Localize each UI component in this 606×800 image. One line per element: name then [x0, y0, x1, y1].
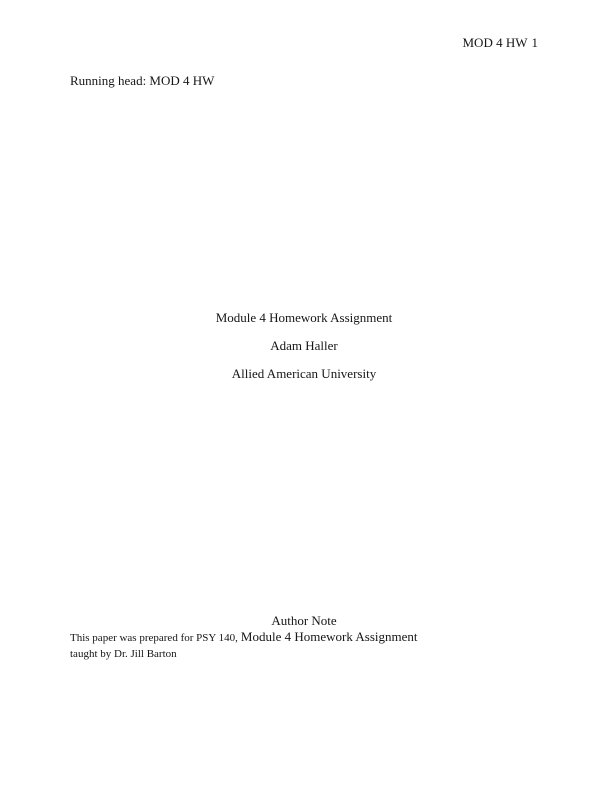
author-name: Adam Haller	[270, 338, 338, 353]
page-number: 1	[531, 35, 538, 50]
author-note-course-title: Module 4 Homework Assignment	[240, 629, 418, 644]
author-note-taught-by: taught by Dr. Jill Barton	[70, 648, 177, 660]
author-note-prepared-for: This paper was prepared for PSY 140,	[70, 632, 238, 644]
page-header	[70, 35, 538, 50]
author-note-line-1	[70, 629, 538, 646]
running-head: Running head: MOD 4 HW	[70, 73, 215, 88]
title-block	[70, 304, 538, 388]
author-note	[70, 612, 538, 662]
paper-title: Module 4 Homework Assignment	[215, 310, 393, 325]
page-header-title: MOD 4 HW	[462, 35, 528, 50]
author-note-line-2	[70, 646, 538, 662]
author-note-heading: Author Note	[271, 613, 337, 628]
institution-name: Allied American University	[231, 366, 377, 381]
